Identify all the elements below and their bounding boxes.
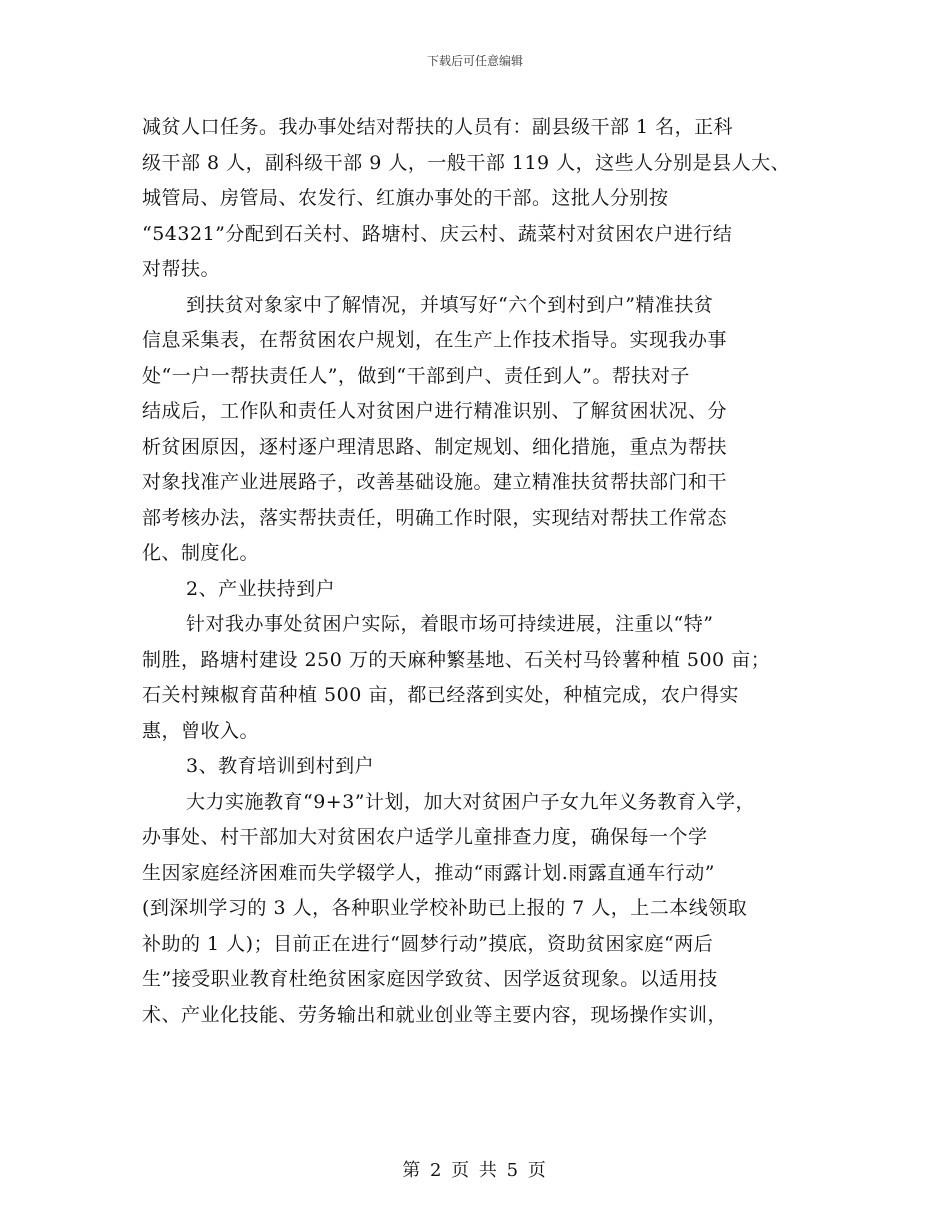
text-line: (到深圳学习的 3 人，各种职业学校补助已上报的 7 人，上二本线领取 bbox=[142, 897, 748, 919]
page-header: 下载后可任意编辑 bbox=[426, 54, 523, 68]
text-line: 处“一户一帮扶责任人”，做到“干部到户、责任到人”。帮扶对子 bbox=[142, 364, 690, 387]
text-line: 惠，曾收入。 bbox=[142, 719, 260, 742]
text-line: 针对我办事处贫困户实际，着眼市场可持续进展，注重以“特” bbox=[186, 613, 714, 635]
text-line: 3、教育培训到村到户 bbox=[186, 755, 375, 777]
text-line: 办事处、村干部加大对贫困农户适学儿童排查力度，确保每一个学 bbox=[142, 826, 708, 848]
text-line: 补助的 1 人)；目前正在进行“圆梦行动”摸底，资助贫困家庭“两后 bbox=[142, 932, 714, 955]
text-line: 生因家庭经济困难而失学辍学人，推动“雨露计划.雨露直通车行动” bbox=[142, 861, 715, 884]
document-body bbox=[142, 110, 822, 1033]
text-line: 化、制度化。 bbox=[142, 542, 260, 564]
text-line: 减贫人口任务。我办事处结对帮扶的人员有：副县级干部 1 名，正科 bbox=[142, 116, 734, 138]
text-line: 信息采集表，在帮贫困农户规划，在生产上作技术指导。实现我办事 bbox=[142, 329, 728, 351]
text-line: 术、产业化技能、劳务输出和就业创业等主要内容，现场操作实训， bbox=[142, 1003, 728, 1026]
text-line: 到扶贫对象家中了解情况，并填写好“六个到村到户”精准扶贫 bbox=[186, 293, 714, 316]
text-line: 制胜，路塘村建设 250 万的天麻种繁基地、石关村马铃薯种植 500 亩； bbox=[142, 648, 771, 671]
text-line: 结成后，工作队和责任人对贫困户进行精准识别、了解贫困状况、分 bbox=[142, 400, 728, 422]
text-line: 2、产业扶持到户 bbox=[186, 577, 336, 600]
page-footer: 第 2 页 共 5 页 bbox=[402, 1160, 548, 1181]
text-line: 级干部 8 人，副科级干部 9 人，一般干部 119 人，这些人分别是县人大、 bbox=[142, 151, 791, 174]
text-line: 生”接受职业教育杜绝贫困家庭因学致贫、因学返贫现象。以适用技 bbox=[142, 968, 718, 990]
text-line: 部考核办法，落实帮扶责任，明确工作时限，实现结对帮扶工作常态 bbox=[142, 506, 728, 529]
text-line: 对象找准产业进展路子，改善基础设施。建立精准扶贫帮扶部门和干 bbox=[142, 471, 728, 493]
text-line: 大力实施教育“9+3”计划，加大对贫困户子女九年义务教育入学， bbox=[186, 790, 756, 813]
text-line: 对帮扶。 bbox=[142, 258, 221, 280]
text-line: 城管局、房管局、农发行、红旗办事处的干部。这批人分别按 bbox=[142, 187, 669, 209]
text-line: 析贫困原因，逐村逐户理清思路、制定规划、细化措施，重点为帮扶 bbox=[142, 435, 728, 458]
text-line: 石关村辣椒育苗种植 500 亩，都已经落到实处，种植完成，农户得实 bbox=[142, 684, 739, 706]
text-line: “54321”分配到石关村、路塘村、庆云村、蔬菜村对贫困农户进行结 bbox=[142, 222, 733, 245]
